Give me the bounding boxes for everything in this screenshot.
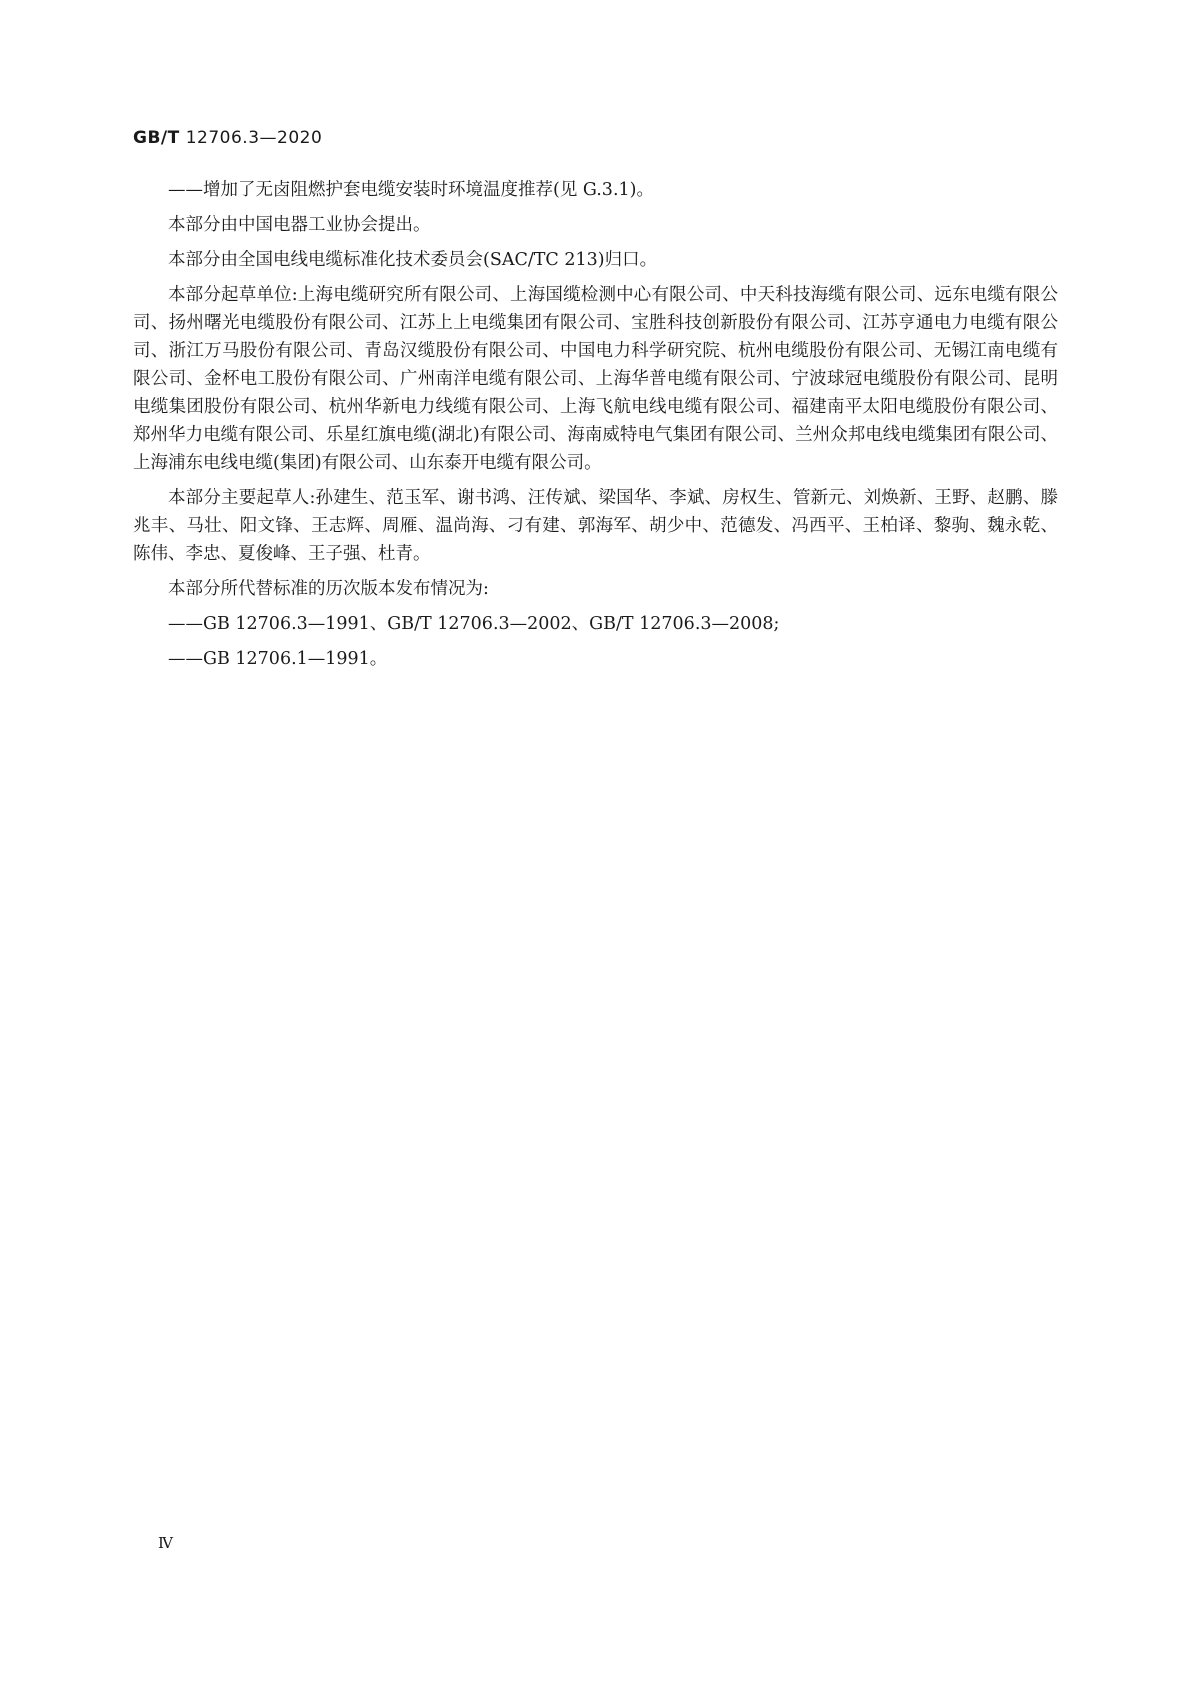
document-header <box>133 128 322 148</box>
paragraph-main-drafters: 本部分主要起草人:孙建生、范玉军、谢书鸿、汪传斌、梁国华、李斌、房权生、管新元、刘焕新、王野、赵鹏、滕兆丰、马壮、阳文锋、王志辉、周雁、温尚海、刁有建、郭海军、胡少中、范德发、冯西平、王柏译、黎驹、魏永乾、陈伟、李忠、夏俊峰、王子强、杜青。 <box>133 488 1058 564</box>
foreword-body <box>133 176 1058 680</box>
paragraph-drafting-organizations: 本部分起草单位:上海电缆研究所有限公司、上海国缆检测中心有限公司、中天科技海缆有限公司、远东电缆有限公司、扬州曙光电缆股份有限公司、江苏上上电缆集团有限公司、宝胜科技创新股份有限公司、江苏亨通电力电缆有限公司、浙江万马股份有限公司、青岛汉缆股份有限公司、中国电力科学研究院、杭州电缆股份有限公司、无锡江南电缆有限公司、金杯电工股份有限公司、广州南洋电缆有限公司、上海华普电缆有限公司、宁波球冠电缆股份有限公司、昆明电缆集团股份有限公司、杭州华新电力线缆有限公司、上海飞航电线电缆有限公司、福建南平太阳电缆股份有限公司、郑州华力电缆有限公司、乐星红旗电缆(湖北)有限公司、海南威特电气集团有限公司、兰州众邦电线电缆集团有限公司、上海浦东电线电缆(集团)有限公司、山东泰开电缆有限公司。 <box>133 285 1058 473</box>
page-number: Ⅳ <box>158 1534 173 1552</box>
paragraph-previous-editions-intro: 本部分所代替标准的历次版本发布情况为: <box>168 579 489 599</box>
standard-number: 12706.3—2020 <box>185 128 323 148</box>
paragraph-previous-edition-1: ——GB 12706.3—1991、GB/T 12706.3—2002、GB/T 12706.3—2008; <box>168 614 780 634</box>
paragraph-change-item: ——增加了无卤阻燃护套电缆安装时环境温度推荐(见 G.3.1)。 <box>168 180 654 200</box>
paragraph-under-jurisdiction: 本部分由全国电线电缆标准化技术委员会(SAC/TC 213)归口。 <box>168 250 658 270</box>
standard-code: GB/T <box>133 128 180 148</box>
paragraph-proposed-by: 本部分由中国电器工业协会提出。 <box>168 215 431 235</box>
paragraph-previous-edition-2: ——GB 12706.1—1991。 <box>168 649 388 669</box>
